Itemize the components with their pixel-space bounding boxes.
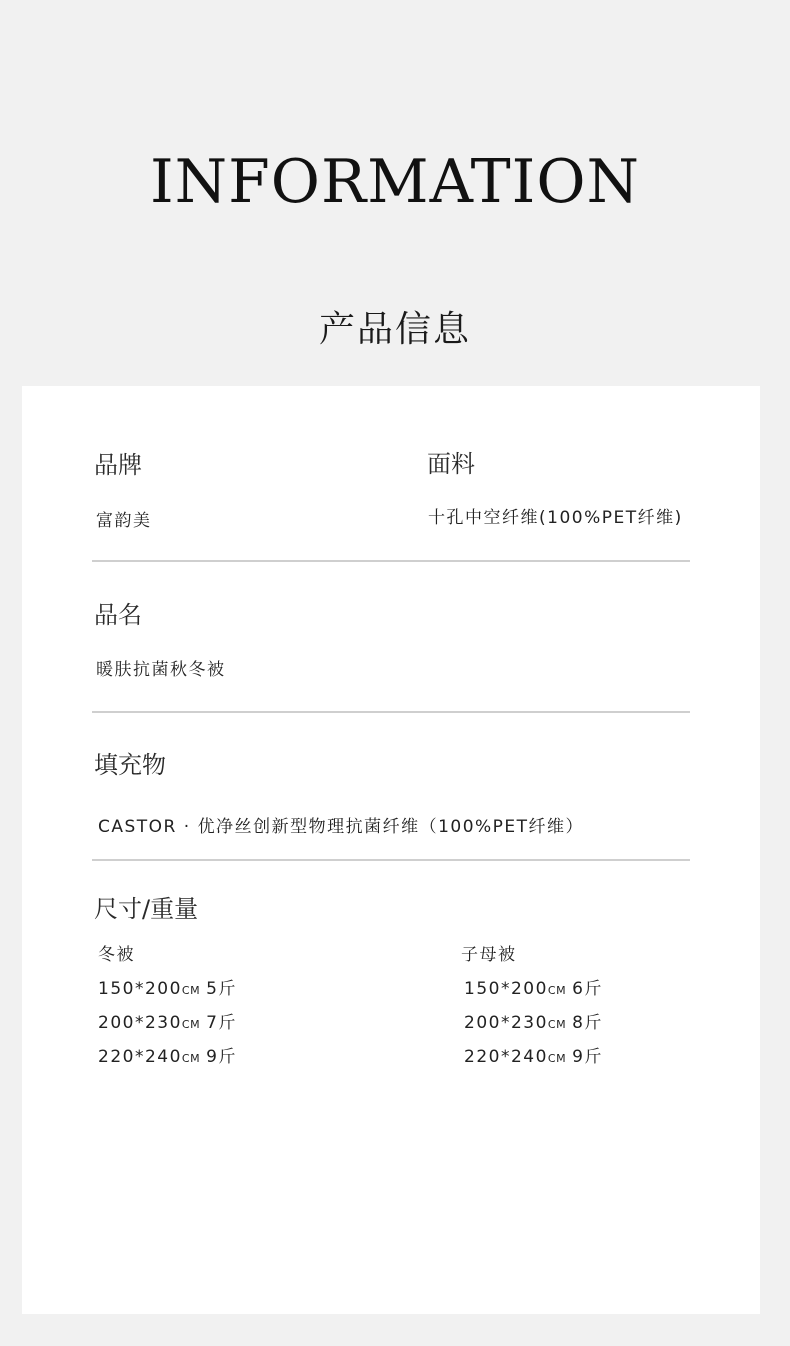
divider: [92, 859, 690, 861]
brand-label: 品牌: [94, 451, 142, 479]
weight-value: 9斤: [206, 1047, 237, 1067]
product-name-value: 暖肤抗菌秋冬被: [96, 660, 226, 680]
winter-quilt-title: 冬被: [98, 945, 135, 965]
info-card: [22, 386, 760, 1314]
filling-label: 填充物: [94, 751, 166, 779]
page-subtitle: 产品信息: [318, 309, 471, 350]
size-unit: CM: [547, 1052, 567, 1065]
size-value: 220*240: [98, 1047, 182, 1067]
weight-value: 6斤: [572, 979, 603, 999]
page-title: INFORMATION: [149, 147, 641, 217]
brand-value: 富韵美: [96, 511, 152, 531]
size-unit: CM: [547, 984, 567, 997]
winter-size-row: [98, 1049, 237, 1066]
combo-size-row: [464, 1015, 603, 1032]
size-unit: CM: [547, 1018, 567, 1031]
weight-value: 5斤: [206, 979, 237, 999]
size-value: 200*230: [98, 1013, 182, 1033]
winter-size-row: [98, 981, 237, 998]
winter-size-row: [98, 1015, 237, 1032]
divider: [92, 560, 690, 562]
combo-quilt-title: 子母被: [461, 945, 517, 965]
fabric-value: 十孔中空纤维(100%PET纤维): [428, 508, 683, 528]
size-unit: CM: [181, 1052, 201, 1065]
product-name-label: 品名: [94, 601, 142, 629]
size-value: 150*200: [464, 979, 548, 999]
combo-size-row: [464, 981, 603, 998]
size-unit: CM: [181, 984, 201, 997]
weight-value: 9斤: [572, 1047, 603, 1067]
divider: [92, 711, 690, 713]
filling-value: CASTOR · 优净丝创新型物理抗菌纤维（100%PET纤维）: [98, 817, 585, 837]
size-value: 150*200: [98, 979, 182, 999]
size-weight-label: 尺寸/重量: [94, 895, 199, 923]
fabric-label: 面料: [427, 450, 475, 478]
combo-size-row: [464, 1049, 603, 1066]
size-unit: CM: [181, 1018, 201, 1031]
size-value: 200*230: [464, 1013, 548, 1033]
weight-value: 7斤: [206, 1013, 237, 1033]
weight-value: 8斤: [572, 1013, 603, 1033]
size-value: 220*240: [464, 1047, 548, 1067]
